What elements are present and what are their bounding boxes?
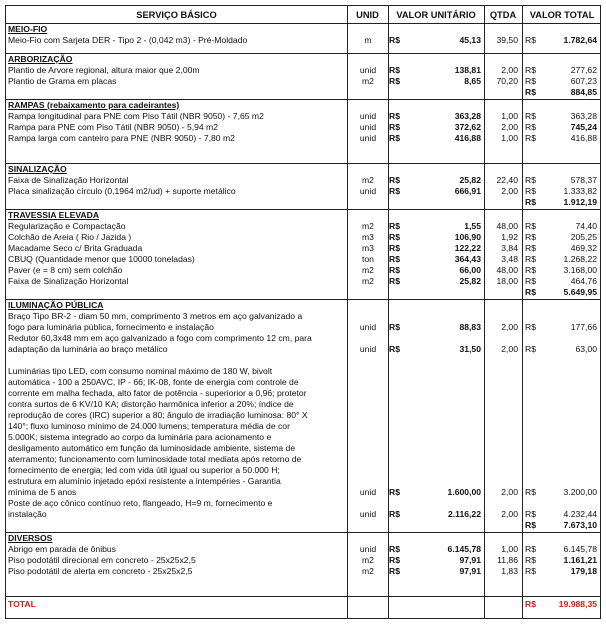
currency-symbol: R$ [525,322,536,332]
item-quantity: 1,00 [501,133,518,143]
item-description: corrente em malha fechada, alto fator de potência - superiorior a 0,96; protetor [8,388,307,398]
item-quantity: 22,40 [496,175,518,185]
item-unit: m2 [362,265,374,275]
table-row [6,322,600,333]
item-description: Rampa para PNE com Piso Tátil (NBR 9050) - 5,94 m2 [8,122,218,132]
currency-symbol: R$ [389,232,400,242]
header-valor-unitario: VALOR UNITÁRIO [396,10,476,20]
header-valor-total: VALOR TOTAL [529,10,595,20]
currency-symbol: R$ [525,520,536,530]
item-quantity: 70,20 [496,76,518,86]
header-unid: UNID [356,10,379,20]
currency-symbol: R$ [525,509,536,519]
item-description: adaptação da luminária ao braço metálico [8,344,168,354]
subtotal-row [6,87,600,98]
section-title: TRAVESSIA ELEVADA [8,210,100,220]
table-row [6,186,600,197]
item-description: aterramento; funcionamento com luminosidade total mediata após retorno de [8,454,302,464]
item-quantity: 1,00 [501,544,518,554]
currency-symbol: R$ [525,599,536,609]
item-description: Plantio de Arvore regional, altura maior que 2,00m [8,65,200,75]
table-row [6,175,600,186]
line-total: 1.782,64 [563,35,597,45]
currency-symbol: R$ [525,175,536,185]
item-description: Plantio de Grama em placas [8,76,117,86]
item-description: contra surtos de 6 KV/10 KA; distorção harmônica inferior a 20%; índice de [8,399,294,409]
header-servico: SERVIÇO BÁSICO [136,10,217,20]
unit-price: 97,91 [459,555,481,565]
item-description: Piso podotátil de alerta em concreto - 25x25x2,5 [8,566,193,576]
line-total: 464,76 [570,276,597,286]
item-unit: unid [359,322,377,332]
line-total: 3.200,00 [563,487,597,497]
item-unit: unid [359,487,377,497]
currency-symbol: R$ [525,232,536,242]
line-total: 5.649,95 [563,287,597,297]
unit-price: 25,82 [459,175,481,185]
table-row [6,555,600,566]
item-description: CBUQ (Quantidade menor que 10000 toneladas) [8,254,195,264]
unit-price: 88,83 [459,322,481,332]
section-title: ARBORIZAÇÃO [8,54,73,64]
item-quantity: 3,84 [501,243,518,253]
table-row [6,344,600,355]
currency-symbol: R$ [389,133,400,143]
total-row [6,598,600,611]
line-total: 1.268,22 [563,254,597,264]
line-total: 177,66 [570,322,597,332]
currency-symbol: R$ [389,76,400,86]
item-quantity: 2,00 [501,65,518,75]
line-total: 6.145,78 [563,544,597,554]
unit-price: 66,00 [459,265,481,275]
item-description: 5.000K; sistema integrado ao corpo da luminária para acionamento e [8,432,272,442]
currency-symbol: R$ [525,65,536,75]
table-row [6,35,600,46]
budget-table [5,5,601,619]
item-description: reprodução de cores (IRC) superior a 80; ângulo de irradiação luminosa: 80° X [8,410,308,420]
item-unit: unid [359,344,377,354]
unit-price: 106,90 [454,232,481,242]
item-quantity: 2,00 [501,344,518,354]
currency-symbol: R$ [525,487,536,497]
table-row [6,487,600,498]
item-description: fogo para luminária pública, fornecimento e instalação [8,322,214,332]
currency-symbol: R$ [525,544,536,554]
table-header [6,8,600,22]
item-unit: m3 [362,243,374,253]
item-unit: unid [359,544,377,554]
unit-price: 138,81 [454,65,481,75]
item-quantity: 18,00 [496,276,518,286]
subtotal-row [6,197,600,208]
item-quantity: 1,92 [501,232,518,242]
item-description: automática - 100 a 250AVC, IP - 66; IK-08, fonte de energia com controle de [8,377,299,387]
unit-price: 372,62 [454,122,481,132]
item-description: Macadame Seco c/ Brita Graduada [8,243,143,253]
unit-price: 31,50 [459,344,481,354]
currency-symbol: R$ [525,344,536,354]
currency-symbol: R$ [389,111,400,121]
total-label: TOTAL [8,599,36,609]
item-unit: unid [359,111,377,121]
section-title: DIVERSOS [8,533,53,543]
item-quantity: 2,00 [501,487,518,497]
item-quantity: 2,00 [501,122,518,132]
line-total: 1.333,82 [563,186,597,196]
item-description: Poste de aço cônico contínuo reto, flangeado, H=9 m, fornecimento e [8,498,273,508]
table-row [6,566,600,577]
item-description: Rampa larga com canteiro para PNE (NBR 9050) - 7,80 m2 [8,133,235,143]
item-description: Abrigo em parada de ônibus [8,544,116,554]
currency-symbol: R$ [525,197,536,207]
item-unit: m2 [362,76,374,86]
line-total: 745,24 [570,122,597,132]
currency-symbol: R$ [525,133,536,143]
currency-symbol: R$ [389,186,400,196]
unit-price: 45,13 [459,35,481,45]
line-total: 4.232,44 [563,509,597,519]
currency-symbol: R$ [525,254,536,264]
currency-symbol: R$ [525,186,536,196]
currency-symbol: R$ [389,254,400,264]
item-quantity: 48,00 [496,265,518,275]
currency-symbol: R$ [389,509,400,519]
item-description: 140°; fluxo luminoso mínimo de 24.000 lumens; temperatura média de cor [8,421,290,431]
currency-symbol: R$ [525,243,536,253]
currency-symbol: R$ [389,243,400,253]
currency-symbol: R$ [389,487,400,497]
unit-price: 8,65 [464,76,481,86]
item-unit: m2 [362,276,374,286]
item-description: mínima de 5 anos [8,487,77,497]
item-description: Redutor 60,3x48 mm em aço galvanizado a fogo com comprimento 12 cm, para [8,333,312,343]
table-row [6,65,600,76]
line-total: 578,37 [570,175,597,185]
currency-symbol: R$ [525,122,536,132]
subtotal-row [6,287,600,298]
item-quantity: 2,00 [501,186,518,196]
unit-price: 416,88 [454,133,481,143]
line-total: 416,88 [570,133,597,143]
table-row [6,265,600,276]
section-title: ILUMINAÇÃO PÚBLICA [8,300,104,310]
item-quantity: 1,83 [501,566,518,576]
item-quantity: 2,00 [501,322,518,332]
table-row [6,276,600,287]
unit-price: 364,43 [454,254,481,264]
currency-symbol: R$ [525,555,536,565]
item-description: Colchão de Areia ( Rio / Jazida ) [8,232,132,242]
line-total: 205,25 [570,232,597,242]
line-total: 363,28 [570,111,597,121]
currency-symbol: R$ [525,87,536,97]
currency-symbol: R$ [389,555,400,565]
unit-price: 1,55 [464,221,481,231]
currency-symbol: R$ [525,566,536,576]
unit-price: 363,28 [454,111,481,121]
line-total: 1.161,21 [563,555,597,565]
item-unit: m2 [362,175,374,185]
currency-symbol: R$ [525,76,536,86]
item-unit: unid [359,509,377,519]
table-row [6,243,600,254]
header-qtda: QTDA [489,10,517,20]
unit-price: 122,22 [454,243,481,253]
item-quantity: 3,48 [501,254,518,264]
unit-price: 1.600,00 [447,487,481,497]
table-row [6,221,600,232]
item-unit: unid [359,65,377,75]
item-quantity: 48,00 [496,221,518,231]
line-total: 63,00 [575,344,597,354]
line-total: 884,85 [570,87,597,97]
item-unit: m2 [362,555,374,565]
item-description: Luminárias tipo LED, com consumo nominal máximo de 180 W, bivolt [8,366,273,376]
currency-symbol: R$ [389,65,400,75]
table-row [6,254,600,265]
table-row [6,509,600,520]
unit-price: 25,82 [459,276,481,286]
item-description: Meio-Fio com Sarjeta DER - Tipo 2 - (0,042 m3) - Pré-Moldado [8,35,248,45]
subtotal-row [6,520,600,531]
item-quantity: 11,86 [497,555,518,565]
item-description: Regularização e Compactação [8,221,126,231]
currency-symbol: R$ [525,287,536,297]
currency-symbol: R$ [525,35,536,45]
currency-symbol: R$ [389,276,400,286]
item-quantity: 2,00 [501,509,518,519]
item-description: Paver (e = 8 cm) sem colchão [8,265,123,275]
currency-symbol: R$ [389,566,400,576]
item-unit: m [364,35,372,45]
currency-symbol: R$ [525,276,536,286]
line-total: 277,62 [570,65,597,75]
item-description: Piso podotátil direcional em concreto - 25x25x2,5 [8,555,196,565]
line-total: 74,40 [575,221,597,231]
currency-symbol: R$ [389,122,400,132]
item-description: estrutura em alumínio injetado epóxi resistente a intempéries - Garantia [8,476,281,486]
currency-symbol: R$ [525,221,536,231]
item-quantity: 39,50 [496,35,518,45]
item-description: Rampa longitudinal para PNE com Piso Tátil (NBR 9050) - 7,65 m2 [8,111,264,121]
item-unit: ton [362,254,374,264]
unit-price: 97,91 [459,566,481,576]
item-description: Faixa de Sinalização Horizontal [8,276,129,286]
currency-symbol: R$ [389,344,400,354]
item-description: Placa sinalização círculo (0,1964 m2/ud) + suporte metálico [8,186,236,196]
item-unit: unid [359,133,377,143]
item-description: desligamento automático em função da luminosidade ambiente, sistema de [8,443,296,453]
table-row [6,111,600,122]
table-row [6,122,600,133]
line-total: 469,32 [570,243,597,253]
table-row [6,76,600,87]
section-title: RAMPAS (rebaixamento para cadeirantes) [8,100,180,110]
table-row [6,133,600,144]
currency-symbol: R$ [525,111,536,121]
item-description: instalação [8,509,47,519]
line-total: 1.912,19 [563,197,597,207]
unit-price: 2.116,22 [448,509,481,519]
total-value: 19.988,35 [558,599,597,609]
unit-price: 6.145,78 [447,544,481,554]
item-unit: m2 [362,566,374,576]
currency-symbol: R$ [389,221,400,231]
item-unit: unid [359,122,377,132]
item-description: fornecimento de energia; led com vida útil igual ou superior a 50.000 H; [8,465,280,475]
item-description: Braço Tipo BR-2 - diam 50 mm, comprimento 3 metros em aço galvanizado a [8,311,303,321]
section-title: SINALIZAÇÃO [8,164,67,174]
currency-symbol: R$ [389,322,400,332]
item-unit: unid [359,186,377,196]
table-row [6,544,600,555]
currency-symbol: R$ [389,544,400,554]
line-total: 179,18 [570,566,597,576]
currency-symbol: R$ [389,175,400,185]
item-description: Faixa de Sinalização Horizontal [8,175,129,185]
table-row [6,232,600,243]
currency-symbol: R$ [525,265,536,275]
item-quantity: 1,00 [501,111,518,121]
line-total: 3.168,00 [563,265,597,275]
item-unit: m2 [362,221,374,231]
currency-symbol: R$ [389,35,400,45]
line-total: 607,23 [570,76,597,86]
unit-price: 666,91 [454,186,481,196]
item-unit: m3 [362,232,374,242]
section-title: MEIO-FIO [8,24,48,34]
currency-symbol: R$ [389,265,400,275]
line-total: 7.673,10 [563,520,597,530]
